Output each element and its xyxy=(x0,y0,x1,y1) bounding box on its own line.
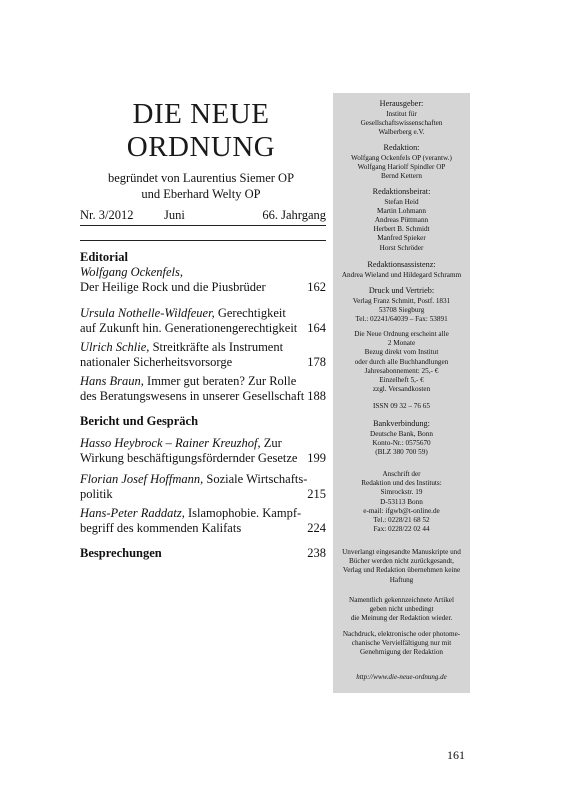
imprint-line: D-53113 Bonn xyxy=(380,497,423,506)
imprint-line: Manfred Spieker xyxy=(377,234,426,243)
toc-author: Ulrich Schlie, xyxy=(80,340,150,354)
toc-title-2: Wirkung beschäftigungsfördernder Gesetze xyxy=(80,451,298,465)
toc-page: 238 xyxy=(307,546,326,560)
imprint-line: Andreas Püttmann xyxy=(374,215,429,224)
journal-title xyxy=(80,98,322,164)
toc-title-1: Immer gut beraten? Zur Rolle xyxy=(143,374,297,388)
imprint-line: Stefan Heid xyxy=(384,197,419,206)
toc-title-2: begriff des kommenden Kalifats xyxy=(80,521,242,535)
toc-title-2: politik xyxy=(80,487,113,501)
imprint-issn: ISSN 09 32 – 76 65 xyxy=(373,402,430,410)
imprint-heading: Redaktion: xyxy=(383,143,420,152)
title-line-2: ORDNUNG xyxy=(126,131,276,163)
imprint-line: Horst Schröder xyxy=(379,243,424,252)
imprint-druck xyxy=(333,286,470,324)
section-heading-editorial: Editorial xyxy=(80,250,128,264)
toc-entry[interactable] xyxy=(80,374,326,404)
imprint-heading: Redaktionsassistenz: xyxy=(367,260,436,269)
imprint-line: chanische Vervielfältigung nur mit xyxy=(351,639,452,648)
imprint-line: 2 Monate xyxy=(387,339,416,348)
divider-rule xyxy=(80,240,326,241)
toc-entry[interactable] xyxy=(80,472,326,502)
imprint-assistenz xyxy=(333,260,470,280)
imprint-line: Die Neue Ordnung erscheint alle xyxy=(354,330,449,338)
toc-entry[interactable] xyxy=(80,436,326,466)
imprint-herausgeber xyxy=(333,99,470,137)
page-number: 161 xyxy=(447,748,465,762)
imprint-line: Haftung xyxy=(389,575,414,584)
toc-entry[interactable] xyxy=(80,265,326,295)
toc-author: Wolfgang Ockenfels, xyxy=(80,265,183,279)
website-link[interactable]: http://www.die-neue-ordnung.de xyxy=(356,673,447,681)
issue-number: Nr. 3/2012 xyxy=(80,208,134,222)
imprint-line: Verlag und Redaktion übernehmen keine xyxy=(342,566,461,575)
imprint-heading: Bankverbindung: xyxy=(373,419,430,428)
imprint-line: Jahresabonnement: 25,- € xyxy=(364,366,439,375)
imprint-line: Unverlangt eingesandte Manuskripte und xyxy=(342,548,461,556)
issue-month: Juni xyxy=(164,208,185,222)
imprint-bank xyxy=(333,419,470,457)
toc-entry[interactable] xyxy=(80,506,326,536)
imprint-line: Herbert B. Schmidt xyxy=(373,225,430,234)
toc-author: Hans Braun, xyxy=(80,374,144,388)
imprint-line: Bernd Kettern xyxy=(381,171,422,180)
imprint-line: Tel.: 02241/64039 – Fax: 53891 xyxy=(355,314,448,323)
section-heading-bericht: Bericht und Gespräch xyxy=(80,414,199,428)
toc-title-1: Gerechtigkeit xyxy=(214,306,286,320)
title-line-1: DIE NEUE xyxy=(132,98,270,130)
toc-page: 188 xyxy=(307,389,326,403)
toc-entry-besprechungen[interactable] xyxy=(80,546,326,561)
divider-rule xyxy=(80,225,326,226)
imprint-line: die Meinung der Redaktion wieder. xyxy=(350,614,453,623)
imprint-line: Martin Lohmann xyxy=(377,206,426,215)
imprint-line: zzgl. Versandkosten xyxy=(372,385,431,394)
imprint-line: Deutsche Bank, Bonn xyxy=(370,429,433,438)
toc-author: Florian Josef Hoffmann, xyxy=(80,472,204,486)
imprint-line: Wolfgang Hariolf Spindler OP xyxy=(357,162,446,171)
imprint-opinion-note xyxy=(333,596,470,624)
imprint-line: Genehmigung der Redaktion xyxy=(359,648,444,657)
section-heading-besprechungen: Besprechungen xyxy=(80,546,162,560)
imprint-line: Gesellschaftswissenschaften xyxy=(360,118,443,127)
toc-title-1: Zur xyxy=(260,436,282,450)
toc-page: 178 xyxy=(307,355,326,369)
imprint-line: Wolfgang Ockenfels OP (verantw.) xyxy=(351,153,452,162)
toc-entry[interactable] xyxy=(80,306,326,336)
imprint-erscheinen xyxy=(333,330,470,394)
toc-title-2: Der Heilige Rock und die Piusbrüder xyxy=(80,280,266,294)
imprint-redaktion xyxy=(333,143,470,181)
imprint-line: Konto-Nr.: 0575670 xyxy=(372,438,431,447)
toc-page: 162 xyxy=(307,280,326,294)
imprint-line: Tel.: 0228/21 68 52 xyxy=(373,516,430,525)
toc-page: 224 xyxy=(307,521,326,535)
toc-entry[interactable] xyxy=(80,340,326,370)
toc-title-2: auf Zukunft hin. Generationengerechtigkeit xyxy=(80,321,298,335)
toc-title-1: Streitkräfte als Instrument xyxy=(149,340,284,354)
issue-volume: 66. Jahrgang xyxy=(262,208,326,222)
toc-author: Hans-Peter Raddatz, xyxy=(80,506,185,520)
toc-author: Ursula Nothelle-Wildfeuer, xyxy=(80,306,215,320)
imprint-heading: Druck und Vertrieb: xyxy=(368,286,435,295)
imprint-line: 53708 Siegburg xyxy=(378,305,425,314)
imprint-line: geben nicht unbedingt xyxy=(369,605,434,614)
toc-page: 164 xyxy=(307,321,326,335)
founders-line-1: begründet von Laurentius Siemer OP xyxy=(107,171,295,185)
imprint-line: Andrea Wieland und Hildegard Schramm xyxy=(341,270,462,279)
toc-title-2: nationaler Sicherheitsvorsorge xyxy=(80,355,233,369)
imprint-line: Namentlich gekennzeichnete Artikel xyxy=(349,596,454,604)
imprint-line: Fax: 0228/22 02 44 xyxy=(373,525,430,534)
imprint-line[interactable]: e-mail: ifgwb@t-online.de xyxy=(363,506,440,515)
toc-title-1: Soziale Wirtschafts- xyxy=(203,472,308,486)
imprint-line: Institut für xyxy=(386,109,417,118)
toc-title-1: Islamophobie. Kampf- xyxy=(184,506,302,520)
founders-line-2: und Eberhard Welty OP xyxy=(141,187,261,201)
imprint-line: Einzelheft 5,- € xyxy=(379,376,424,385)
imprint-heading: Herausgeber: xyxy=(379,99,424,108)
toc-page: 215 xyxy=(307,487,326,501)
imprint-line: Bücher werden nicht zurückgesandt, xyxy=(349,557,454,566)
toc-title-2: des Beratungswesens in unserer Gesellschaft xyxy=(80,389,305,403)
imprint-line: Walberberg e.V. xyxy=(378,127,425,136)
imprint-beirat xyxy=(333,187,470,253)
imprint-copyright xyxy=(333,630,470,658)
imprint-anschrift xyxy=(333,470,470,534)
imprint-line: Nachdruck, elektronische oder photome- xyxy=(342,630,461,638)
imprint-line: (BLZ 380 700 59) xyxy=(375,447,428,456)
imprint-heading: Redaktionsbeirat: xyxy=(372,187,431,196)
imprint-line: Anschrift der xyxy=(382,470,421,478)
toc-page: 199 xyxy=(307,451,326,465)
imprint-line: Bezug direkt vom Institut xyxy=(364,348,439,357)
imprint-line: Verlag Franz Schmitt, Postf. 1831 xyxy=(352,296,451,305)
founders xyxy=(80,170,322,202)
imprint-line: Redaktion und des Instituts: xyxy=(361,479,442,488)
imprint-disclaimer xyxy=(333,548,470,585)
imprint-line: oder durch alle Buchhandlungen xyxy=(354,357,449,366)
imprint-line: Simrockstr. 19 xyxy=(380,488,423,497)
toc-author: Hasso Heybrock – Rainer Kreuzhof, xyxy=(80,436,261,450)
